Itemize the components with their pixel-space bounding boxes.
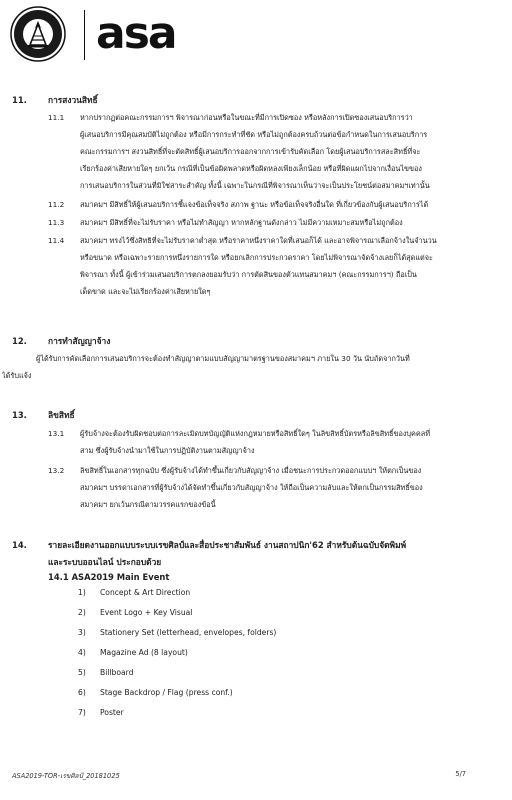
list-item	[78, 628, 378, 645]
section-heading	[12, 334, 110, 348]
list-number: 4)	[78, 648, 86, 657]
text-line: พิจารณา ทั้งนี้ ผู้เข้าร่วมเสนอบริการตกลงยอมรับว่า การตัดสินของตัวแทนสมาคมฯ (คณะกรรมการฯ) ถือเป็น	[80, 270, 417, 279]
list-text: Stage Backdrop / Flag (press conf.)	[100, 688, 233, 697]
clause-number: 11.2	[48, 200, 65, 209]
text-line: ผู้รับจ้างจะต้องรับผิดชอบต่อการละเมิดบทบัญญัติแห่งกฎหมายหรือสิทธิ์ใดๆ ในลิขสิทธิ์บัตรหรือลิขสิทธิ์ของบุคคลที่	[80, 429, 431, 438]
section-heading	[12, 538, 406, 552]
subsection-heading: 14.1 ASA2019 Main Event	[48, 572, 170, 582]
text-line: ผู้เสนอบริการมีคุณสมบัติไม่ถูกต้อง หรือมีการกระทำที่ชัด หรือไม่ถูกต้องครบถ้วนต่อข้อกำหนดในการเสนอบริการ	[80, 130, 428, 139]
clause-number: 11.4	[48, 236, 65, 245]
section-12-paragraph	[2, 350, 502, 384]
clause-text	[80, 425, 500, 459]
text-line: การเสนอบริการในส่วนที่มิใช่สาระสำคัญ ทั้งนี้ เฉพาะในกรณีที่พิจารณาเห็นว่าจะเป็นประโยชน์ต่อสมาคมฯเท่านั้น	[80, 181, 430, 190]
text-line: ลิขสิทธิ์ในเอกสารทุกฉบับ ซึ่งผู้รับจ้างได้ทำขึ้นเกี่ยวกับสัญญาจ้าง เมื่อชนะการประกวดออกแบบฯ ให้ตกเป็นของ	[80, 466, 422, 475]
list-number: 3)	[78, 628, 86, 637]
header-divider	[84, 10, 85, 60]
list-text: Billboard	[100, 668, 134, 677]
list-text: Concept & Art Direction	[100, 588, 191, 597]
list-item	[78, 708, 378, 725]
clause-text	[80, 462, 500, 513]
svg-text:asa: asa	[96, 12, 176, 56]
section-title: การสงวนสิทธิ์	[48, 95, 98, 105]
text-line: คณะกรรมการฯ สงวนสิทธิ์ที่จะตัดสิทธิ์ผู้เสนอบริการออกจากการเข้ารับคัดเลือก โดยผู้เสนอบริการสละสิทธิ์ที่จะ	[80, 147, 421, 156]
asa-logo	[96, 12, 206, 56]
text-line: เรียกร้องค่าเสียหายใดๆ ยกเว้น กรณีที่เป็นข้อผิดพลาดหรือผิดหลงเพียงเล็กน้อย หรือที่ผิดแผกไปจากเงื่อนไขของ	[80, 164, 422, 173]
list-text: Stationery Set (letterhead, envelopes, folders)	[100, 628, 277, 637]
text-line: ได้รับแจ้ง	[2, 371, 32, 380]
list-number: 2)	[78, 608, 86, 617]
section-number: 12.	[12, 336, 27, 346]
text-line: หรือขนาด หรือเฉพาะรายการหนึ่งรายการใด หรือยกเลิกการประกวดราคา โดยไม่พิจารณาจัดจ้างเลยก็ได้สุดแต่จะ	[80, 253, 433, 262]
clause-number: 11.3	[48, 218, 65, 227]
list-text: Poster	[100, 708, 124, 717]
list-item	[78, 648, 378, 665]
section-title: และระบบออนไลน์ ประกอบด้วย	[48, 557, 162, 567]
page-number: 5/7	[455, 770, 466, 778]
list-item	[78, 668, 378, 685]
section-title-continuation	[48, 555, 161, 569]
list-number: 5)	[78, 668, 86, 677]
list-text: Magazine Ad (8 layout)	[100, 648, 188, 657]
section-title: การทำสัญญาจ้าง	[48, 336, 111, 346]
section-number: 11.	[12, 95, 27, 105]
list-text: Event Logo + Key Visual	[100, 608, 193, 617]
section-title: ลิขสิทธิ์	[48, 410, 75, 420]
list-item	[78, 608, 378, 625]
list-number: 6)	[78, 688, 86, 697]
clause-text	[80, 109, 500, 194]
clause-number: 13.1	[48, 429, 65, 438]
text-line: สมาคมฯ ทรงไว้ซึ่งสิทธิที่จะไม่รับราคาต่ำสุด หรือราคาหนึ่งราคาใดที่เสนอก็ได้ และอาจพิจารณาเลือกจ้างในจำนวน	[80, 236, 437, 245]
list-item	[78, 588, 378, 605]
page-header	[10, 6, 250, 62]
document-id: ASA2019-TOR-เรขศิลป์_20181025	[12, 772, 120, 780]
clause-number: 11.1	[48, 113, 65, 122]
text-line: สาม ซึ่งผู้รับจ้างนำมาใช้ในการปฏิบัติงานตามสัญญาจ้าง	[80, 446, 255, 455]
list-number: 1)	[78, 588, 86, 597]
section-heading	[12, 93, 98, 107]
section-heading	[12, 408, 75, 422]
text-line: หากปรากฏต่อคณะกรรมการฯ พิจารณาก่อนหรือในขณะที่มีการเปิดซอง หรือหลังการเปิดซองเสนอบริการว่า	[80, 113, 413, 122]
list-number: 7)	[78, 708, 86, 717]
text-line: ผู้ได้รับการคัดเลือกการเสนอบริการจะต้องทำสัญญาตามแบบสัญญามาตรฐานของสมาคมฯ ภายใน 30 วัน นับถัดจากวันที่	[36, 354, 410, 363]
text-line: สมาคมฯ บรรดาเอกสารที่ผู้รับจ้างได้จัดทำขึ้นเกี่ยวกับสัญญาจ้าง ให้ถือเป็นความลับและให้ตกเป็นกรรมสิทธิ์ของ	[80, 483, 423, 492]
clause-text	[80, 232, 500, 300]
clause-text	[80, 214, 500, 231]
section-number: 14.	[12, 540, 27, 550]
clause-text	[80, 196, 500, 213]
text-line: สมาคมฯ ยกเว้นกรณีตามวรรคแรกของข้อนี้	[80, 500, 216, 509]
list-item	[78, 688, 378, 705]
text-line: เด็ดขาด และจะไม่เรียกร้องค่าเสียหายใดๆ	[80, 287, 211, 296]
association-seal-icon	[10, 6, 66, 62]
text-line: สมาคมฯ มีสิทธิ์ให้ผู้เสนอบริการชี้แจงข้อเท็จจริง สภาพ ฐานะ หรือข้อเท็จจริงอื่นใด ที่เกี่ยวข้องกับผู้เสนอบริการได้	[80, 200, 429, 209]
text-line: สมาคมฯ มีสิทธิ์ที่จะไม่รับราคา หรือไม่ทำสัญญา หากหลักฐานดังกล่าว ไม่มีความเหมาะสมหรือไม่ถูกต้อง	[80, 218, 403, 227]
section-number: 13.	[12, 410, 27, 420]
clause-number: 13.2	[48, 466, 65, 475]
section-title: รายละเอียดงานออกแบบระบบเรขศิลป์และสื่อประชาสัมพันธ์ งานสถาปนิก'62 สำหรับต้นฉบับจัดพิมพ์	[48, 540, 407, 550]
